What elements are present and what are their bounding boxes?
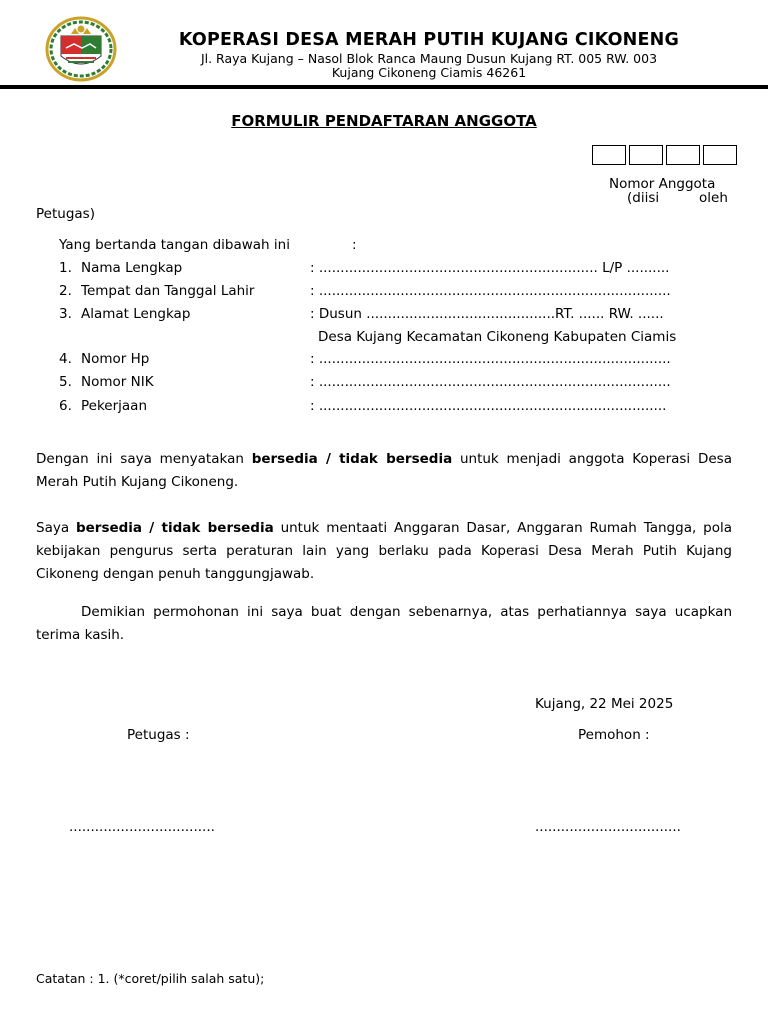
member-number-label: Nomor Anggota bbox=[609, 176, 716, 192]
header-divider bbox=[0, 85, 768, 89]
footer-note: Catatan : 1. (*coret/pilih salah satu); bbox=[36, 971, 265, 986]
field-value-address[interactable]: : Dusun ............................................RT. ...... RW. ...... bbox=[310, 306, 664, 322]
field-label-full-name: Nama Lengkap bbox=[81, 260, 183, 276]
member-number-box-1[interactable] bbox=[592, 145, 626, 165]
statement-choice[interactable]: bersedia / tidak bersedia bbox=[251, 451, 453, 467]
organization-name: KOPERASI DESA MERAH PUTIH KUJANG CIKONENG bbox=[178, 30, 680, 50]
filled-by-note-1: (diisi bbox=[627, 190, 660, 206]
field-value-occupation[interactable]: : ................................................................................. bbox=[310, 398, 667, 414]
field-number: 4. bbox=[59, 351, 72, 367]
field-value-nik[interactable]: : .................................................................................. bbox=[310, 374, 671, 390]
signature-date: Kujang, 22 Mei 2025 bbox=[535, 696, 674, 712]
officer-signature-line[interactable]: .................................. bbox=[69, 819, 215, 835]
member-number-box-3[interactable] bbox=[666, 145, 700, 165]
field-number: 3. bbox=[59, 306, 72, 322]
field-value-full-name[interactable]: : ................................................................. L/P .......... bbox=[310, 260, 670, 276]
field-label-phone: Nomor Hp bbox=[81, 351, 150, 367]
organization-address-line2: Kujang Cikoneng Ciamis 46261 bbox=[331, 65, 527, 80]
field-value-phone[interactable]: : .................................................................................. bbox=[310, 351, 671, 367]
field-value-birth-place-date[interactable]: : .................................................................................. bbox=[310, 283, 671, 299]
field-number: 6. bbox=[59, 398, 72, 414]
form-intro-colon: : bbox=[352, 237, 357, 253]
statement-membership bbox=[36, 448, 732, 494]
field-label-occupation: Pekerjaan bbox=[81, 398, 148, 414]
field-number: 1. bbox=[59, 260, 72, 276]
statement-text: Dengan ini saya menyatakan bbox=[36, 451, 252, 467]
applicant-signature-line[interactable]: .................................. bbox=[535, 819, 681, 835]
filled-by-note-2: oleh bbox=[699, 190, 728, 206]
field-label-nik: Nomor NIK bbox=[81, 374, 154, 390]
applicant-signature-label: Pemohon : bbox=[578, 727, 650, 743]
field-value-address-village: Desa Kujang Kecamatan Cikoneng Kabupaten Ciamis bbox=[318, 329, 677, 345]
form-intro: Yang bertanda tangan dibawah ini bbox=[59, 237, 290, 253]
field-number: 2. bbox=[59, 283, 72, 299]
statement-text: untuk menjadi anggota Koperasi Desa Merah Putih Kujang Cikoneng. bbox=[36, 451, 732, 490]
form-title: FORMULIR PENDAFTARAN ANGGOTA bbox=[231, 112, 537, 130]
statement-text: Saya bbox=[36, 520, 76, 536]
field-label-birth-place-date: Tempat dan Tanggal Lahir bbox=[81, 283, 255, 299]
member-number-box-2[interactable] bbox=[629, 145, 663, 165]
officer-signature-label: Petugas : bbox=[127, 727, 190, 743]
filled-by-note-3: Petugas) bbox=[36, 206, 95, 222]
statement-choice[interactable]: bersedia / tidak bersedia bbox=[75, 520, 274, 536]
statement-text: untuk mentaati Anggaran Dasar, Anggaran Rumah Tangga, pola kebijakan pengurus serta peraturan lain yang berlaku pada Koperasi Desa Merah Putih Kujang Cikoneng dengan penuh tanggungjawab. bbox=[36, 520, 732, 582]
field-number: 5. bbox=[59, 374, 72, 390]
statement-closing: Demikian permohonan ini saya buat dengan sebenarnya, atas perhatiannya saya ucapkan terima kasih. bbox=[36, 604, 732, 643]
field-label-address: Alamat Lengkap bbox=[81, 306, 191, 322]
statement-compliance bbox=[36, 517, 732, 586]
organization-address-line1: Jl. Raya Kujang – Nasol Blok Ranca Maung Dusun Kujang RT. 005 RW. 003 bbox=[200, 51, 658, 66]
member-number-box-4[interactable] bbox=[703, 145, 737, 165]
